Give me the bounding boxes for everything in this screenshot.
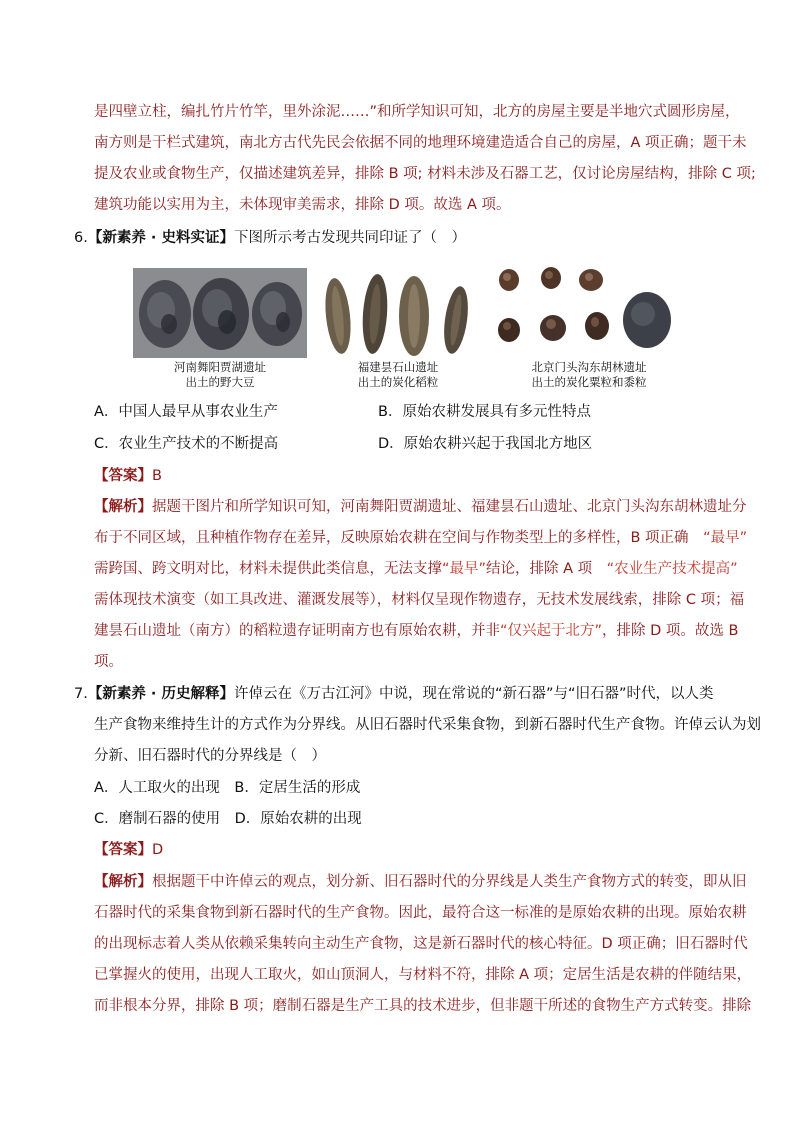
- q7-analysis-line-2: 石器时代的采集食物到新石器时代的生产食物。因此，最符合这一标准的是原始农耕的出现。原始农耕: [94, 905, 747, 921]
- q6-stem: 下图所示考古发现共同印证了（ ）: [233, 230, 466, 246]
- figure-caption-2: 福建昙石山遗址 出土的炭化稻粒: [357, 360, 439, 389]
- q7-analysis-line-3: 的出现标志着人类从依赖采集转向主动生产食物，这是新石器时代的核心特征。D 项正确；旧石器时代: [94, 936, 748, 952]
- figure-caption-3: 北京门头沟东胡林遗址 出土的炭化粟粒和黍粒: [531, 360, 647, 389]
- q6-tag: 【新素养 · 史料实证】: [87, 230, 234, 246]
- q6-option-a[interactable]: A．中国人最早从事农业生产: [94, 404, 278, 420]
- q7-options-row-2[interactable]: C．磨制石器的使用 D．原始农耕的出现: [94, 811, 362, 827]
- carbonized-rice-photo: [318, 266, 478, 358]
- analysis-label: 【解析】: [94, 499, 152, 515]
- q7-question-line-1: 7.【新素养 · 历史解释】许倬云在《万古江河》中说，现在常说的“新石器”与“旧石器”时代，以人类: [74, 686, 714, 702]
- q5-analysis-line-4: 建筑功能以实用为主，未体现审美需求，排除 D 项。故选 A 项。: [94, 197, 511, 213]
- q7-tag: 【新素养 · 历史解释】: [87, 686, 234, 702]
- q6-option-b[interactable]: B．原始农耕发展具有多元性特点: [378, 404, 591, 420]
- q6-analysis-line-5: 建昙石山遗址（南方）的稻粒遗存证明南方也有原始农耕，并非“仅兴起于北方”，排除 D 项。故选 B: [94, 623, 739, 639]
- q7-question-line-3: 分新、旧石器时代的分界线是（ ）: [94, 748, 326, 764]
- q7-number: 7.: [74, 686, 88, 702]
- wild-soybean-photo: [133, 268, 307, 358]
- q7-question-line-2: 生产食物来维持生计的方式作为分界线。从旧石器时代采集食物，到新石器时代生产食物。许倬云认为划: [94, 717, 761, 733]
- carbonized-millet-photo: [495, 262, 683, 358]
- answer-label: 【答案】: [94, 842, 152, 858]
- answer-value: D: [152, 842, 164, 858]
- q6-question: [74, 228, 466, 248]
- q7-analysis-line-1: 【解析】根据题干中许倬云的观点，划分新、旧石器时代的分界线是人类生产食物方式的转变，即从旧: [94, 874, 747, 890]
- q6-option-d[interactable]: D．原始农耕兴起于我国北方地区: [378, 436, 593, 452]
- q6-analysis-line-3: 需跨国、跨文明对比，材料未提供此类信息，无法支撑“最早”结论，排除 A 项 “农业生产技术提高”: [94, 561, 738, 577]
- q6-number: 6.: [74, 230, 88, 246]
- q6-analysis-line-6: 项。: [94, 654, 123, 670]
- q7-answer: [94, 840, 163, 860]
- q6-analysis-line-1: 【解析】据题干图片和所学知识可知，河南舞阳贾湖遗址、福建昙石山遗址、北京门头沟东胡林遗址分: [94, 499, 747, 515]
- q6-answer: [94, 466, 162, 486]
- answer-value: B: [152, 468, 162, 484]
- analysis-label: 【解析】: [94, 874, 152, 890]
- q6-analysis-line-4: 需体现技术演变（如工具改进、灌溉发展等），材料仅呈现作物遗存，无技术发展线索，排除 C 项；福: [94, 592, 745, 608]
- q6-analysis-line-2: 布于不同区域，且种植作物存在差异，反映原始农耕在空间与作物类型上的多样性，B 项正确 “最早”: [94, 530, 748, 546]
- q5-analysis-line-3: 提及农业或食物生产，仅描述建筑差异，排除 B 项; 材料未涉及石器工艺，仅讨论房屋结构，排除 C 项;: [94, 166, 756, 182]
- q7-analysis-line-4: 已掌握火的使用，出现人工取火，如山顶洞人，与材料不符，排除 A 项；定居生活是农耕的伴随结果，: [94, 967, 752, 983]
- figure-caption-1: 河南舞阳贾湖遗址 出土的野大豆: [174, 360, 266, 389]
- q5-analysis-line-2: 南方则是干栏式建筑，南北方古代先民会依据不同的地理环境建造适合自己的房屋，A 项正确；题干未: [94, 135, 747, 151]
- answer-label: 【答案】: [94, 468, 152, 484]
- q5-analysis-line-1: 是四壁立柱，编扎竹片竹竿，里外涂泥……”和所学知识可知，北方的房屋主要是半地穴式圆形房屋，: [94, 104, 740, 120]
- q7-options-row-1[interactable]: A．人工取火的出现 B．定居生活的形成: [94, 780, 361, 796]
- q6-option-c[interactable]: C．农业生产技术的不断提高: [94, 436, 279, 452]
- q7-analysis-line-5: 而非根本分界，排除 B 项；磨制石器是生产工具的技术进步，但非题干所述的食物生产方式转变。排除: [94, 998, 752, 1014]
